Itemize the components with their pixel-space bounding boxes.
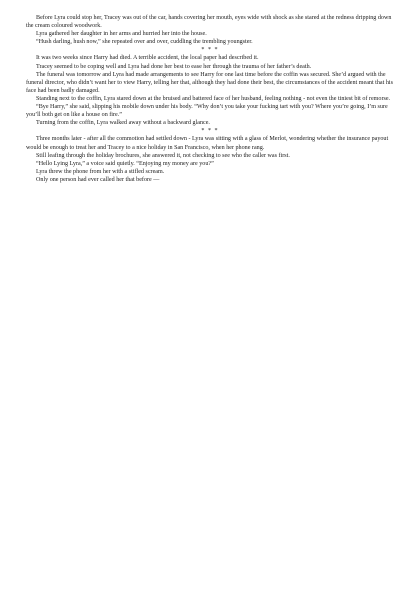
- document-page: [26, 14, 394, 184]
- paragraph: Turning from the coffin, Lyra walked away without a backward glance.: [36, 120, 210, 127]
- paragraph: The funeral was tomorrow and Lyra had made arrangements to see Harry for one last time before the coffin was secured. She’d argued with the funeral director, who didn’t want her to view Harry, telling her that, although they had done their best, the circumstances of the accident meant that his face had been badly damaged.: [26, 71, 393, 94]
- paragraph: It was two weeks since Harry had died. A terrible accident, the local paper had described it.: [36, 55, 259, 62]
- paragraph: “Hush darling, hush now,” she repeated over and over, cuddling the trembling youngster.: [36, 39, 253, 46]
- paragraph: Standing next to the coffin, Lyra stared down at the bruised and battered face of her husband, feeling nothing - not even the tiniest bit of remorse.: [36, 95, 391, 102]
- paragraph: Tracey seemed to be coping well and Lyra had done her best to ease her through the trauma of her father’s death.: [36, 63, 312, 70]
- scene-separator: * * *: [201, 128, 219, 135]
- paragraph: “Bye Harry,” she said, slipping his mobile down under his body. “Why don’t you take your fucking tart with you? Where you’re going, I’m sure you’ll both get on like a house on fire.”: [26, 104, 388, 119]
- paragraph: “Hello Lying Lyra,” a voice said quietly. “Enjoying my money are you?”: [36, 160, 214, 167]
- paragraph: Still leafing through the holiday brochures, she answered it, not checking to see who the caller was first.: [36, 152, 290, 159]
- scene-separator: * * *: [201, 47, 219, 54]
- paragraph: Only one person had ever called her that before —: [36, 176, 160, 183]
- paragraph: Lyra gathered her daughter in her arms and hurried her into the house.: [36, 31, 207, 38]
- paragraph: Before Lyra could stop her, Tracey was out of the car, hands covering her mouth, eyes wide with shock as she stared at the redness dripping down the cream coloured woodwork.: [26, 15, 392, 30]
- paragraph: Three months later - after all the commotion had settled down - Lyra was sitting with a glass of Merlot, wondering whether the insurance payout would be enough to treat her and Tracey to a nice holiday in San Francisco, when her phone rang.: [26, 136, 389, 151]
- paragraph: Lyra threw the phone from her with a stifled scream.: [36, 168, 165, 175]
